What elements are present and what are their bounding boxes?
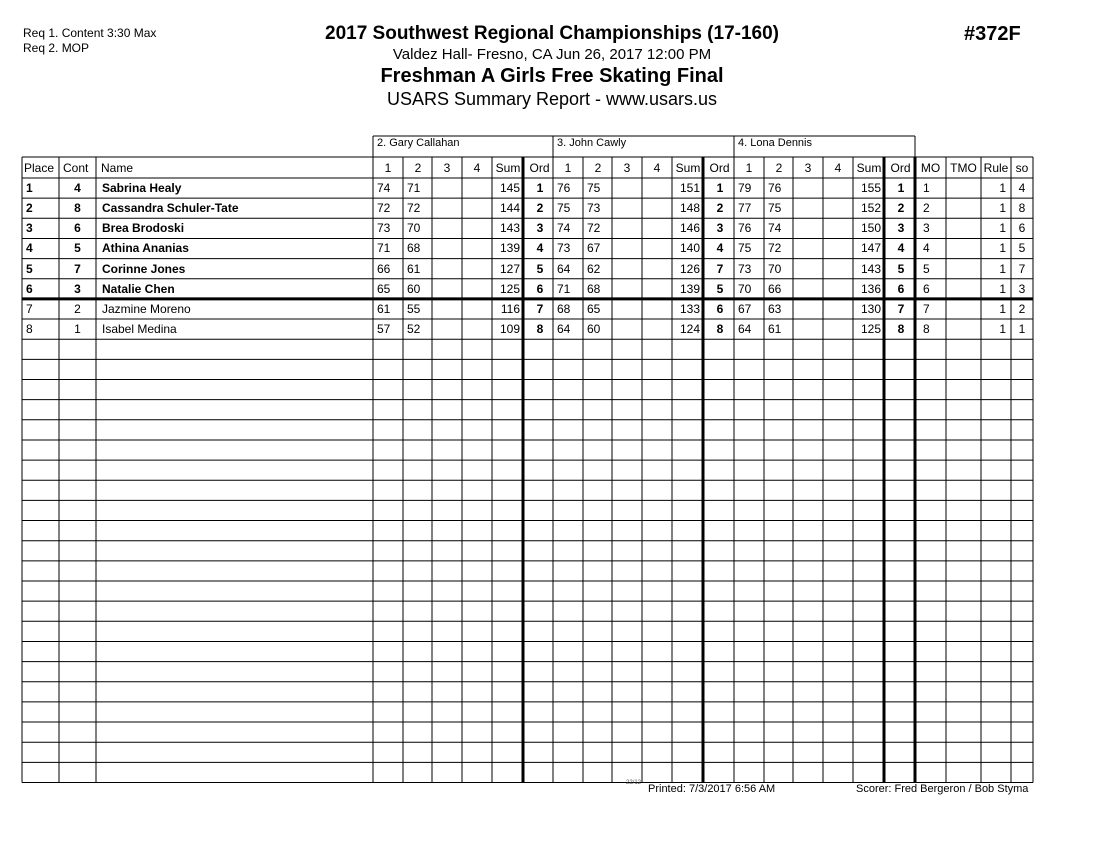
skater-name: Cassandra Schuler-Tate	[102, 201, 239, 216]
event-number: #372F	[964, 23, 1021, 45]
mark-1-cell: 79	[738, 181, 752, 195]
ordinal-cell: 2	[897, 201, 905, 216]
col-header-mark: 4	[473, 161, 481, 175]
so-cell: 5	[1018, 241, 1026, 256]
skater-name: Corinne Jones	[102, 261, 186, 276]
sum-cell: 136	[860, 281, 881, 296]
mark-2-cell: 70	[768, 261, 782, 276]
mark-2-cell: 60	[587, 322, 601, 337]
cont-cell: 1	[74, 322, 81, 337]
col-header-mark: 4	[653, 161, 661, 175]
venue-datetime: Valdez Hall- Fresno, CA Jun 26, 2017 12:00 PM	[392, 46, 712, 63]
cont-cell: 2	[74, 301, 81, 316]
mark-2-cell: 72	[407, 201, 421, 216]
mark-2-cell: 60	[407, 281, 421, 296]
sum-cell: 145	[499, 181, 520, 195]
col-header-mark: 4	[834, 161, 842, 175]
mark-1-cell: 74	[377, 181, 391, 195]
col-header-sum: Sum	[856, 161, 882, 175]
mark-1-cell: 64	[738, 322, 752, 337]
rule-cell: 1	[999, 322, 1006, 337]
sum-cell: 143	[860, 261, 881, 276]
ordinal-cell: 7	[716, 261, 724, 276]
mark-1-cell: 73	[557, 241, 571, 256]
mo-cell: 1	[923, 181, 930, 195]
page-mark: 22/12	[626, 780, 642, 786]
mark-2-cell: 67	[587, 241, 601, 256]
sum-cell: 144	[499, 201, 520, 216]
mark-1-cell: 76	[738, 221, 752, 236]
mark-2-cell: 66	[768, 281, 782, 296]
mark-1-cell: 74	[557, 221, 571, 236]
col-header-ord: Ord	[890, 161, 911, 175]
cont-cell: 3	[74, 281, 81, 296]
ordinal-cell: 6	[536, 281, 544, 296]
ordinal-cell: 2	[716, 201, 724, 216]
mark-1-cell: 64	[557, 322, 571, 337]
mo-cell: 7	[923, 301, 930, 316]
col-header-mark: 2	[414, 161, 422, 175]
ordinal-cell: 4	[716, 241, 724, 256]
sum-cell: 155	[860, 181, 881, 195]
mark-1-cell: 65	[377, 281, 391, 296]
ordinal-cell: 7	[897, 301, 905, 316]
place-cell: 7	[26, 301, 33, 316]
skater-name: Athina Ananias	[102, 241, 189, 256]
col-header-mark: 3	[804, 161, 812, 175]
col-header-ord: Ord	[529, 161, 550, 175]
sum-cell: 125	[860, 322, 881, 337]
place-cell: 8	[26, 322, 33, 337]
mark-2-cell: 72	[587, 221, 601, 236]
requirement-2: Req 2. MOP	[23, 41, 90, 55]
cont-cell: 5	[74, 241, 81, 256]
col-header-name: Name	[101, 161, 134, 175]
judge-name: 4. Lona Dennis	[738, 137, 812, 149]
mo-cell: 4	[923, 241, 930, 256]
col-header-ord: Ord	[709, 161, 730, 175]
mark-2-cell: 73	[587, 201, 601, 216]
ordinal-cell: 4	[536, 241, 544, 256]
skater-name: Jazmine Moreno	[102, 301, 191, 316]
mark-1-cell: 66	[377, 261, 391, 276]
mark-1-cell: 71	[377, 241, 391, 256]
mark-1-cell: 77	[738, 201, 752, 216]
mark-1-cell: 73	[377, 221, 391, 236]
mark-2-cell: 52	[407, 322, 421, 337]
sum-cell: 139	[499, 241, 520, 256]
col-header-sum: Sum	[675, 161, 701, 175]
ordinal-cell: 4	[897, 241, 905, 256]
so-cell: 7	[1018, 261, 1026, 276]
col-header-so: so	[1015, 161, 1029, 175]
so-cell: 3	[1018, 281, 1026, 296]
rule-cell: 1	[999, 221, 1006, 236]
sum-cell: 133	[679, 301, 700, 316]
col-header-mo: MO	[920, 161, 941, 175]
col-header-mark: 3	[443, 161, 451, 175]
col-header-sum: Sum	[495, 161, 521, 175]
rule-cell: 1	[999, 261, 1006, 276]
rule-cell: 1	[999, 181, 1006, 195]
sum-cell: 125	[499, 281, 520, 296]
mark-2-cell: 75	[768, 201, 782, 216]
mark-1-cell: 57	[377, 322, 391, 337]
mark-2-cell: 65	[587, 301, 601, 316]
col-header-tmo: TMO	[950, 161, 977, 175]
mo-cell: 2	[923, 201, 930, 216]
sum-cell: 130	[860, 301, 881, 316]
rule-cell: 1	[999, 201, 1006, 216]
sum-cell: 147	[860, 241, 881, 256]
ordinal-cell: 7	[536, 301, 544, 316]
sum-cell: 148	[679, 201, 700, 216]
sum-cell: 143	[499, 221, 520, 236]
mark-2-cell: 72	[768, 241, 782, 256]
col-header-mark: 2	[594, 161, 602, 175]
mo-cell: 3	[923, 221, 930, 236]
scorer-names: Scorer: Fred Bergeron / Bob Styma	[856, 783, 1029, 795]
skater-name: Natalie Chen	[102, 281, 175, 296]
mark-1-cell: 67	[738, 301, 752, 316]
judge-name: 3. John Cawly	[557, 137, 627, 149]
ordinal-cell: 1	[536, 181, 544, 195]
so-cell: 2	[1018, 301, 1026, 316]
col-header-place: Place	[24, 161, 55, 175]
cont-cell: 4	[74, 181, 81, 195]
mark-2-cell: 71	[407, 181, 421, 195]
skater-name: Brea Brodoski	[102, 221, 185, 236]
place-cell: 6	[26, 281, 33, 296]
col-header-rule: Rule	[983, 161, 1009, 175]
mark-2-cell: 55	[407, 301, 421, 316]
cont-cell: 6	[74, 221, 81, 236]
mo-cell: 6	[923, 281, 930, 296]
sum-cell: 150	[860, 221, 881, 236]
mark-1-cell: 61	[377, 301, 391, 316]
ordinal-cell: 1	[716, 181, 724, 195]
col-header-mark: 1	[564, 161, 572, 175]
mark-1-cell: 76	[557, 181, 571, 195]
mark-1-cell: 73	[738, 261, 752, 276]
place-cell: 2	[26, 201, 33, 216]
so-cell: 6	[1018, 221, 1026, 236]
mark-2-cell: 70	[407, 221, 421, 236]
ordinal-cell: 6	[716, 301, 724, 316]
col-header-cont: Cont	[63, 161, 89, 175]
rule-cell: 1	[999, 281, 1006, 296]
requirement-1: Req 1. Content 3:30 Max	[23, 26, 157, 40]
mark-1-cell: 75	[738, 241, 752, 256]
mark-2-cell: 68	[407, 241, 421, 256]
sum-cell: 109	[499, 322, 520, 337]
mark-2-cell: 61	[768, 322, 782, 337]
place-cell: 1	[26, 181, 33, 195]
sum-cell: 152	[860, 201, 881, 216]
ordinal-cell: 2	[536, 201, 544, 216]
sum-cell: 151	[679, 181, 700, 195]
ordinal-cell: 5	[536, 261, 544, 276]
sum-cell: 127	[499, 261, 520, 276]
mark-2-cell: 61	[407, 261, 421, 276]
mark-2-cell: 76	[768, 181, 782, 195]
place-cell: 4	[26, 241, 33, 256]
mo-cell: 5	[923, 261, 930, 276]
col-header-mark: 3	[623, 161, 631, 175]
col-header-mark: 1	[384, 161, 392, 175]
report-name: USARS Summary Report - www.usars.us	[386, 89, 718, 109]
mark-1-cell: 68	[557, 301, 571, 316]
skater-name: Isabel Medina	[102, 322, 177, 337]
ordinal-cell: 3	[716, 221, 724, 236]
mark-1-cell: 64	[557, 261, 571, 276]
mark-2-cell: 68	[587, 281, 601, 296]
mark-1-cell: 75	[557, 201, 571, 216]
judge-name: 2. Gary Callahan	[377, 137, 460, 149]
mark-2-cell: 74	[768, 221, 782, 236]
mark-1-cell: 71	[557, 281, 571, 296]
mark-1-cell: 70	[738, 281, 752, 296]
ordinal-cell: 1	[897, 181, 905, 195]
mark-1-cell: 72	[377, 201, 391, 216]
sum-cell: 124	[679, 322, 700, 337]
championship-title: 2017 Southwest Regional Championships (17-160)	[325, 23, 779, 44]
col-header-mark: 2	[775, 161, 783, 175]
so-cell: 4	[1018, 181, 1026, 195]
sum-cell: 126	[679, 261, 700, 276]
mark-2-cell: 63	[768, 301, 782, 316]
mo-cell: 8	[923, 322, 930, 337]
mark-2-cell: 75	[587, 181, 601, 195]
printed-timestamp: Printed: 7/3/2017 6:56 AM	[648, 783, 776, 795]
so-cell: 1	[1018, 322, 1026, 337]
ordinal-cell: 8	[536, 322, 544, 337]
ordinal-cell: 6	[897, 281, 905, 296]
sum-cell: 139	[679, 281, 700, 296]
sum-cell: 140	[679, 241, 700, 256]
ordinal-cell: 3	[536, 221, 544, 236]
place-cell: 3	[26, 221, 33, 236]
place-cell: 5	[26, 261, 33, 276]
ordinal-cell: 3	[897, 221, 905, 236]
col-header-mark: 1	[745, 161, 753, 175]
ordinal-cell: 8	[897, 322, 905, 337]
ordinal-cell: 5	[897, 261, 905, 276]
cont-cell: 8	[74, 201, 81, 216]
rule-cell: 1	[999, 241, 1006, 256]
skater-name: Sabrina Healy	[102, 181, 182, 195]
ordinal-cell: 8	[716, 322, 724, 337]
mark-2-cell: 62	[587, 261, 601, 276]
sum-cell: 146	[679, 221, 700, 236]
event-name: Freshman A Girls Free Skating Final	[380, 65, 724, 87]
so-cell: 8	[1018, 201, 1026, 216]
sum-cell: 116	[500, 301, 520, 316]
rule-cell: 1	[999, 301, 1006, 316]
cont-cell: 7	[74, 261, 81, 276]
ordinal-cell: 5	[716, 281, 724, 296]
